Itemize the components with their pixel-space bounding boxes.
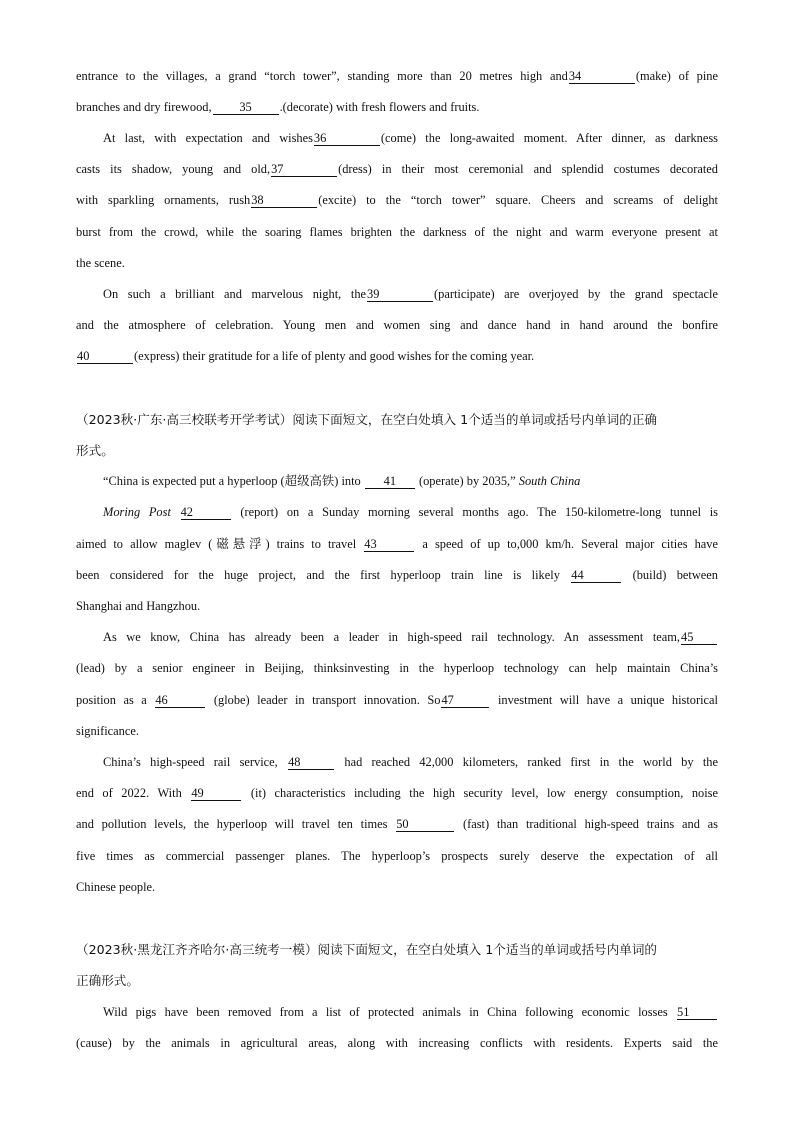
line-text: been considered for the huge project, and the first hyperloop train line is likely	[76, 568, 560, 582]
line-text: At last, with expectation and wishes	[103, 131, 313, 145]
text-line: Chinese people.	[76, 880, 156, 894]
blank-37[interactable]: 37	[271, 162, 337, 177]
text-line: (lead) by a senior engineer in Beijing, thinksinvesting in the hyperloop technology can help maintain China’s	[76, 661, 718, 675]
line-text: a speed of up to,000 km/h. Several major cities have	[422, 537, 718, 551]
line-text: (express) their gratitude for a life of plenty and good wishes for the coming year.	[134, 349, 535, 363]
blank-48[interactable]: 48	[288, 755, 334, 770]
line-text: (report) on a Sunday morning several months ago. The 150-kilometre-long tunnel is	[240, 505, 718, 519]
section-heading: （2023秋·广东·高三校联考开学考试）阅读下面短文，在空白处填入 1个适当的单词或括号内单词的正确	[76, 412, 658, 427]
blank-34[interactable]: 34	[569, 69, 635, 84]
blank-46[interactable]: 46	[155, 693, 205, 708]
text-line	[103, 473, 718, 489]
blank-41[interactable]: 41	[365, 474, 415, 489]
line-text: (it) characteristics including the high security level, low energy consumption, noise	[250, 786, 718, 800]
text-line	[76, 161, 718, 177]
line-text: position as a	[76, 693, 147, 707]
section-heading: 正确形式。	[76, 973, 139, 988]
text-line	[76, 785, 718, 801]
blank-40[interactable]: 40	[77, 349, 133, 364]
blank-47[interactable]: 47	[441, 693, 489, 708]
line-text: (operate) by 2035,”	[418, 474, 516, 488]
section-heading: （2023秋·黑龙江齐齐哈尔·高三统考一模）阅读下面短文，在空白处填入 1个适当的单词或括号内单词的	[76, 942, 658, 957]
line-text: .(decorate) with fresh flowers and fruits.	[279, 100, 480, 114]
blank-42[interactable]: 42	[181, 505, 231, 520]
blank-51[interactable]: 51	[677, 1005, 717, 1020]
blank-45[interactable]: 45	[681, 630, 717, 645]
section-heading: 形式。	[76, 443, 114, 458]
line-text: “China is expected put a hyperloop (超级高铁) into	[103, 474, 361, 488]
line-text: had reached 42,000 kilometers, ranked first in the world by the	[344, 755, 718, 769]
line-text: investment will have a unique historical	[497, 693, 718, 707]
text-line: Shanghai and Hangzhou.	[76, 599, 201, 613]
blank-38[interactable]: 38	[251, 193, 317, 208]
text-line	[103, 130, 718, 146]
text-line	[103, 1004, 718, 1020]
text-line: burst from the crowd, while the soaring flames brighten the darkness of the night and warm everyone present at	[76, 225, 718, 239]
text-line	[103, 504, 718, 520]
line-text: As we know, China has already been a leader in high-speed rail technology. An assessment team,	[103, 630, 680, 644]
text-line	[103, 629, 718, 645]
text-line	[76, 192, 718, 208]
text-line	[76, 692, 718, 708]
text-line	[76, 348, 718, 364]
blank-49[interactable]: 49	[191, 786, 241, 801]
blank-50[interactable]: 50	[396, 817, 454, 832]
text-line	[103, 286, 718, 302]
line-text: and pollution levels, the hyperloop will travel ten times	[76, 817, 388, 831]
text-line	[103, 754, 718, 770]
line-text: with sparkling ornaments, rush	[76, 193, 251, 207]
line-text: (make) of pine	[635, 69, 718, 83]
line-text: entrance to the villages, a grand “torch tower”, standing more than 20 metres high and	[76, 69, 568, 83]
line-text: end of 2022. With	[76, 786, 182, 800]
blank-43[interactable]: 43	[364, 537, 414, 552]
text-line	[76, 816, 718, 832]
line-text: Wild pigs have been removed from a list of protected animals in China following economic losses	[103, 1005, 668, 1019]
text-line	[76, 68, 718, 84]
text-line: five times as commercial passenger planes. The hyperloop’s prospects surely deserve the expectation of all	[76, 849, 718, 863]
text-line	[76, 567, 718, 583]
line-text: (globe) leader in transport innovation. So	[213, 693, 441, 707]
blank-35[interactable]: 35	[213, 100, 279, 115]
text-line: significance.	[76, 724, 139, 738]
line-text: (come) the long-awaited moment. After dinner, as darkness	[380, 131, 718, 145]
newspaper-name: Moring Post	[103, 505, 171, 519]
line-text: (fast) than traditional high-speed trains and as	[462, 817, 718, 831]
text-line	[76, 99, 718, 115]
text-line: (cause) by the animals in agricultural areas, along with increasing conflicts with residents. Experts said the	[76, 1036, 718, 1050]
line-text: (dress) in their most ceremonial and splendid costumes decorated	[338, 162, 718, 176]
line-text: China’s high-speed rail service,	[103, 755, 278, 769]
blank-36[interactable]: 36	[314, 131, 380, 146]
line-text: branches and dry firewood,	[76, 100, 212, 114]
line-text: (participate) are overjoyed by the grand spectacle	[434, 287, 719, 301]
line-text: (excite) to the “torch tower” square. Cheers and screams of delight	[318, 193, 718, 207]
text-line: and the atmosphere of celebration. Young men and women sing and dance hand in hand around the bonfire	[76, 318, 718, 332]
blank-44[interactable]: 44	[571, 568, 621, 583]
text-line	[76, 536, 718, 552]
line-text: On such a brilliant and marvelous night, the	[103, 287, 367, 301]
text-line: the scene.	[76, 256, 125, 270]
blank-39[interactable]: 39	[367, 287, 433, 302]
newspaper-name: South China	[518, 474, 581, 488]
line-text: casts its shadow, young and old,	[76, 162, 271, 176]
line-text: aimed to allow maglev (磁悬浮) trains to travel	[76, 537, 357, 551]
line-text: (build) between	[632, 568, 718, 582]
